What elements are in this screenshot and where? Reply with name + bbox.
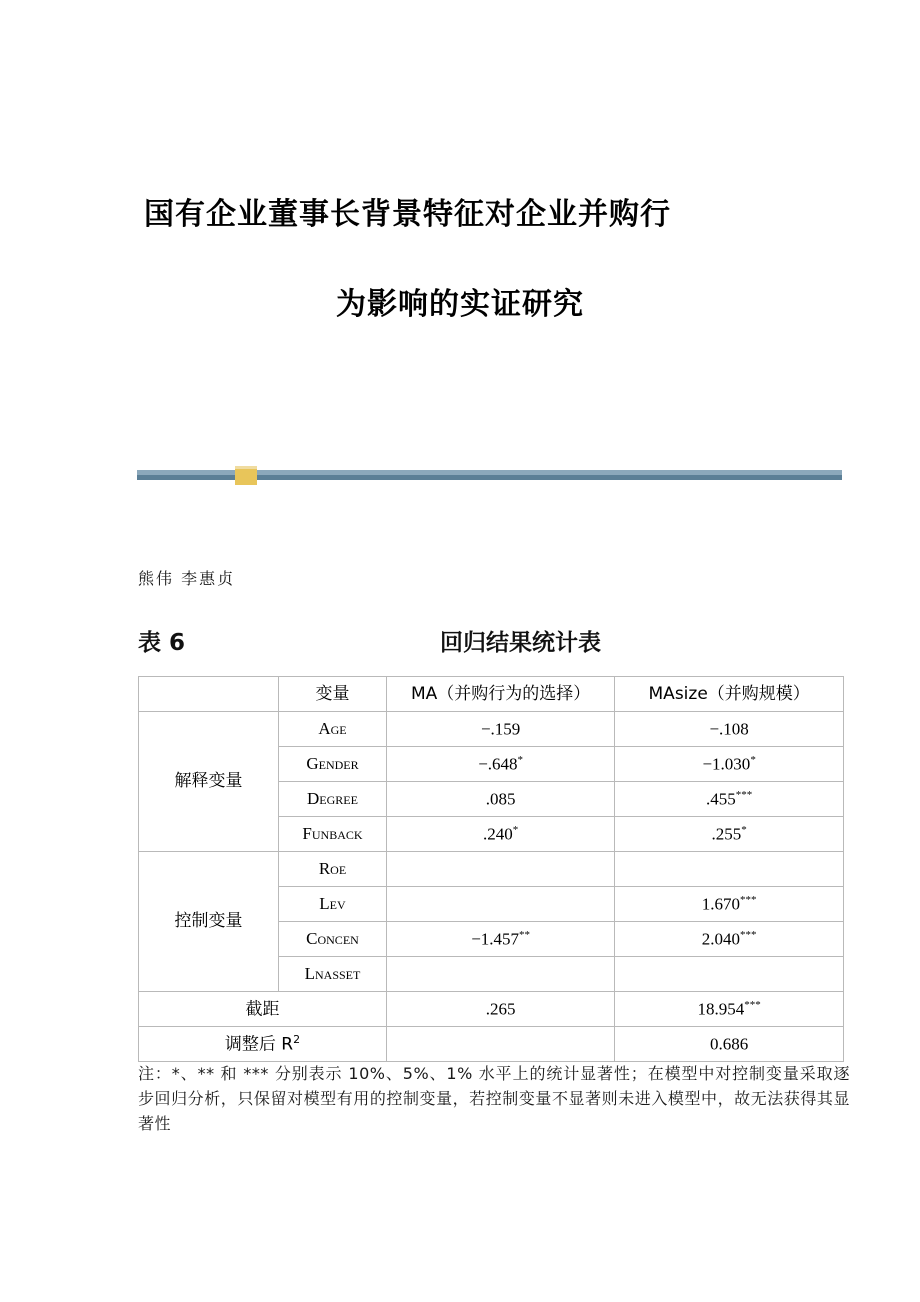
table-header-row xyxy=(139,677,844,712)
title-line-2: 为影响的实证研究 xyxy=(336,287,584,322)
variable-name: Degree xyxy=(279,782,387,817)
variable-name: Roe xyxy=(279,852,387,887)
authors: 熊伟 李惠贞 xyxy=(138,569,236,588)
value-col1: −.648* xyxy=(386,747,614,782)
table-caption-title: 回归结果统计表 xyxy=(440,630,601,656)
summary-label-adj-r2: 调整后 $R^2$ xyxy=(139,1027,387,1062)
page-title xyxy=(140,197,780,322)
group-label-control: 控制变量 xyxy=(139,852,279,992)
header-variable: 变量 xyxy=(279,677,387,712)
variable-name: Age xyxy=(279,712,387,747)
variable-name: Lnasset xyxy=(279,957,387,992)
variable-name: Lev xyxy=(279,887,387,922)
value-col2: .455*** xyxy=(615,782,844,817)
table-row xyxy=(139,852,844,887)
summary-label-intercept: 截距 xyxy=(139,992,387,1027)
table-row xyxy=(139,712,844,747)
header-group-cell xyxy=(139,677,279,712)
value-col1: −.159 xyxy=(386,712,614,747)
value-col1 xyxy=(386,957,614,992)
value-col2: −.108 xyxy=(615,712,844,747)
value-col1: .240* xyxy=(386,817,614,852)
table-row xyxy=(139,992,844,1027)
value-col1 xyxy=(386,1027,614,1062)
value-col2: 18.954*** xyxy=(615,992,844,1027)
value-col1 xyxy=(386,852,614,887)
value-col2: 0.686 xyxy=(615,1027,844,1062)
variable-name: Funback xyxy=(279,817,387,852)
table-caption xyxy=(138,624,843,658)
value-col2: 1.670*** xyxy=(615,887,844,922)
title-line-1: 国有企业董事长背景特征对企业并购行 xyxy=(144,197,671,232)
variable-name: Gender xyxy=(279,747,387,782)
value-col1 xyxy=(386,887,614,922)
regression-results-table xyxy=(138,676,844,1062)
table-note: 注：*、** 和 *** 分别表示 10%、5%、1% 水平上的统计显著性；在模型中对控制变量采取逐步回归分析，只保留对模型有用的控制变量，若控制变量不显著则未进入模型中，故无法获得其显著性 xyxy=(138,1064,850,1133)
value-col1: .085 xyxy=(386,782,614,817)
divider-ornament-icon xyxy=(235,466,257,485)
table-caption-number: 表 6 xyxy=(138,630,186,656)
variable-name: Concen xyxy=(279,922,387,957)
value-col2: −1.030* xyxy=(615,747,844,782)
group-label-explanatory: 解释变量 xyxy=(139,712,279,852)
value-col1: −1.457** xyxy=(386,922,614,957)
header-col1: MA（并购行为的选择） xyxy=(386,677,614,712)
value-col2: .255* xyxy=(615,817,844,852)
decorative-divider xyxy=(137,466,842,482)
value-col2: 2.040*** xyxy=(615,922,844,957)
header-col2: MAsize（并购规模） xyxy=(615,677,844,712)
value-col1: .265 xyxy=(386,992,614,1027)
table-row xyxy=(139,1027,844,1062)
value-col2 xyxy=(615,852,844,887)
value-col2 xyxy=(615,957,844,992)
